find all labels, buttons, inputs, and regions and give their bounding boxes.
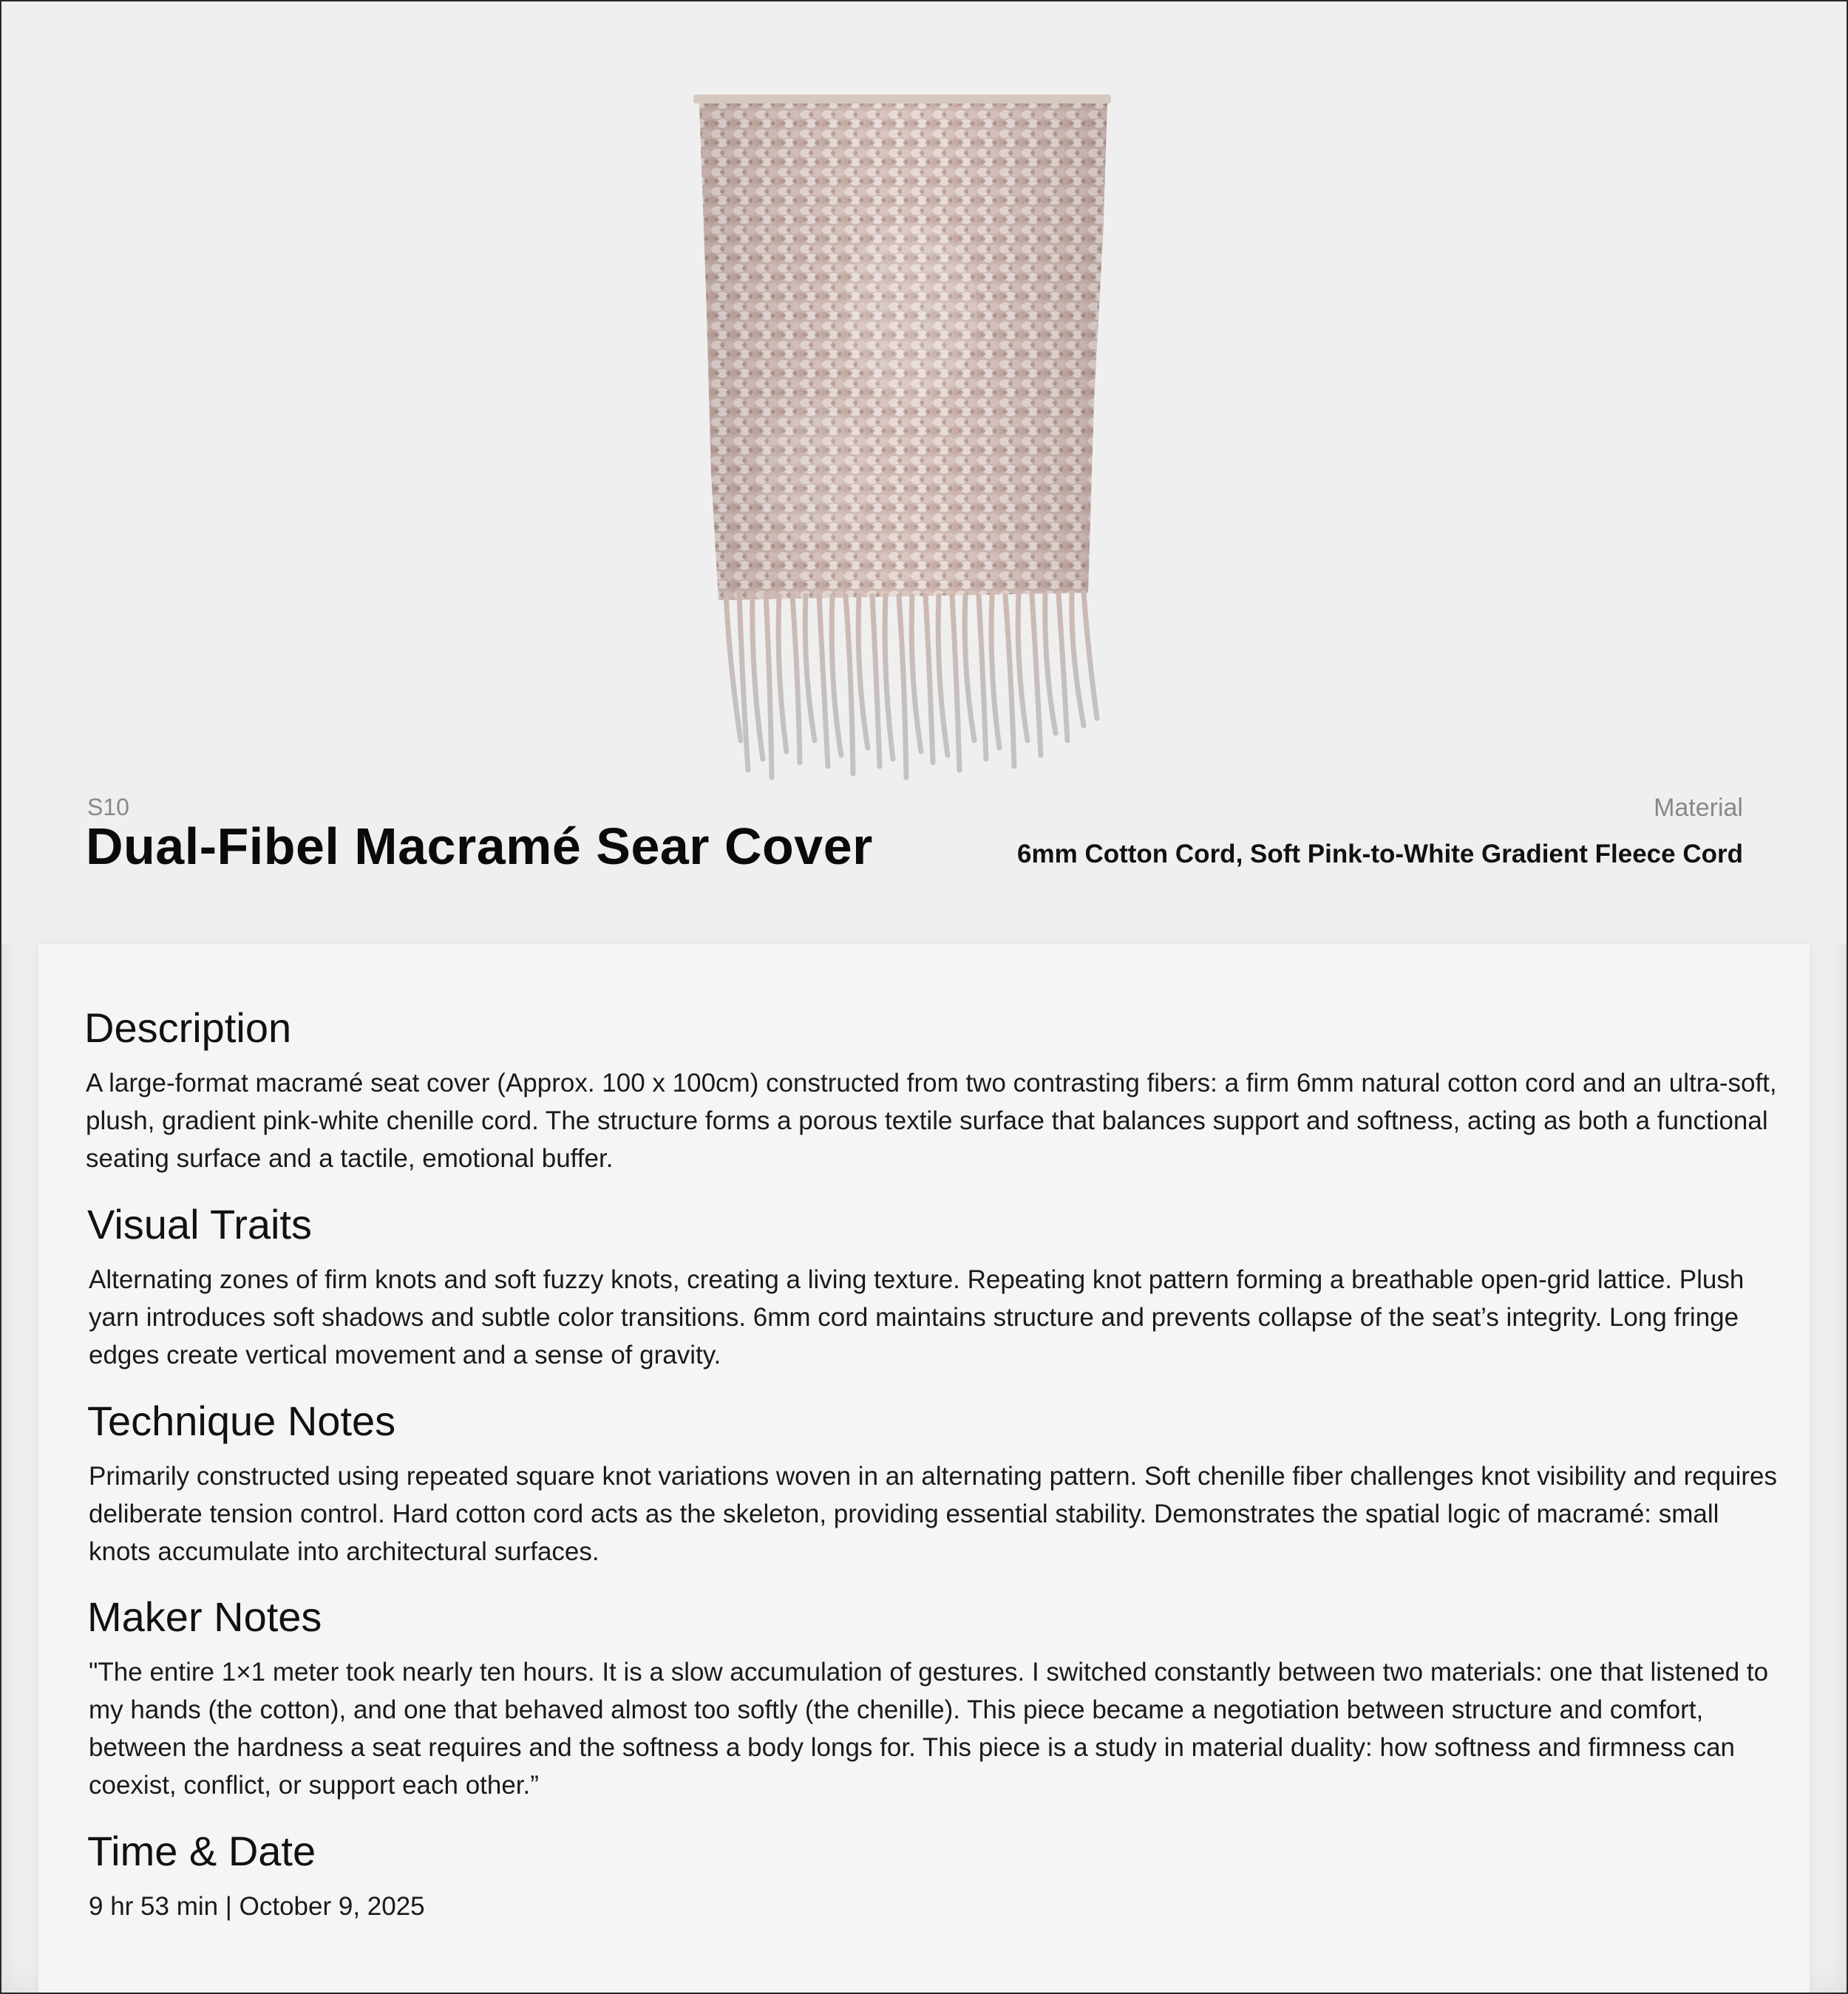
maker-notes-section (87, 1592, 1787, 1804)
item-code: S10 (87, 794, 129, 820)
material-value: 6mm Cotton Cord, Soft Pink-to-White Gradient Fleece Cord (1017, 840, 1743, 868)
visual-traits-heading: Visual Traits (87, 1201, 312, 1248)
hanging-rod (693, 95, 1111, 103)
technique-notes-text: Primarily constructed using repeated square knot variations woven in an alternating pattern. Soft chenille fiber challenges knot visibility and requires deliberate tension control. Hard cotton cord acts as the skeleton, providing essential stability. Demonstrates the spatial logic of macramé: small knots accumulate into architectural surfaces. (89, 1462, 1778, 1567)
maker-notes-text: "The entire 1×1 meter took nearly ten hours. It is a slow accumulation of gestures. I switched constantly between two materials: one that listened to my hands (the cotton), and one that behaved almost too softly (the chenille). This piece became a negotiation between structure and comfort, between the hardness a seat requires and the softness a body longs for. This piece is a study in material duality: how softness and firmness can coexist, conflict, or support each other.” (89, 1658, 1769, 1800)
macrame-seat-cover-photo (689, 90, 1118, 792)
technique-notes-heading: Technique Notes (87, 1398, 396, 1444)
visual-traits-text: Alternating zones of firm knots and soft fuzzy knots, creating a living texture. Repeating knot pattern forming a breathable open-grid lattice. Plush yarn introduces soft shadows and subtle color transitions. 6mm cord maintains structure and prevents collapse of the seat’s integrity. Long fringe edges create vertical movement and a sense of gravity. (89, 1265, 1745, 1370)
material-label: Material (1654, 794, 1743, 822)
time-date-heading: Time & Date (87, 1828, 316, 1874)
page-title: Dual-Fibel Macramé Sear Cover (86, 817, 873, 875)
fringe (726, 593, 1097, 777)
description-text: A large-format macramé seat cover (Approx. 100 x 100cm) constructed from two contrasting fibers: a firm 6mm natural cotton cord and an ultra-soft, plush, gradient pink-white chenille cord. The structure forms a porous textile surface that balances support and softness, acting as both a functional seating surface and a tactile, emotional buffer. (86, 1069, 1777, 1174)
time-date-section (87, 1826, 1787, 1925)
visual-traits-section (87, 1200, 1787, 1374)
hero-section (1, 1, 1847, 944)
maker-notes-heading: Maker Notes (87, 1593, 322, 1640)
description-heading: Description (84, 1004, 292, 1051)
description-section (84, 1003, 1784, 1177)
details-panel (38, 944, 1810, 1993)
technique-notes-section (87, 1396, 1787, 1571)
time-date-text: 9 hr 53 min | October 9, 2025 (89, 1892, 425, 1922)
